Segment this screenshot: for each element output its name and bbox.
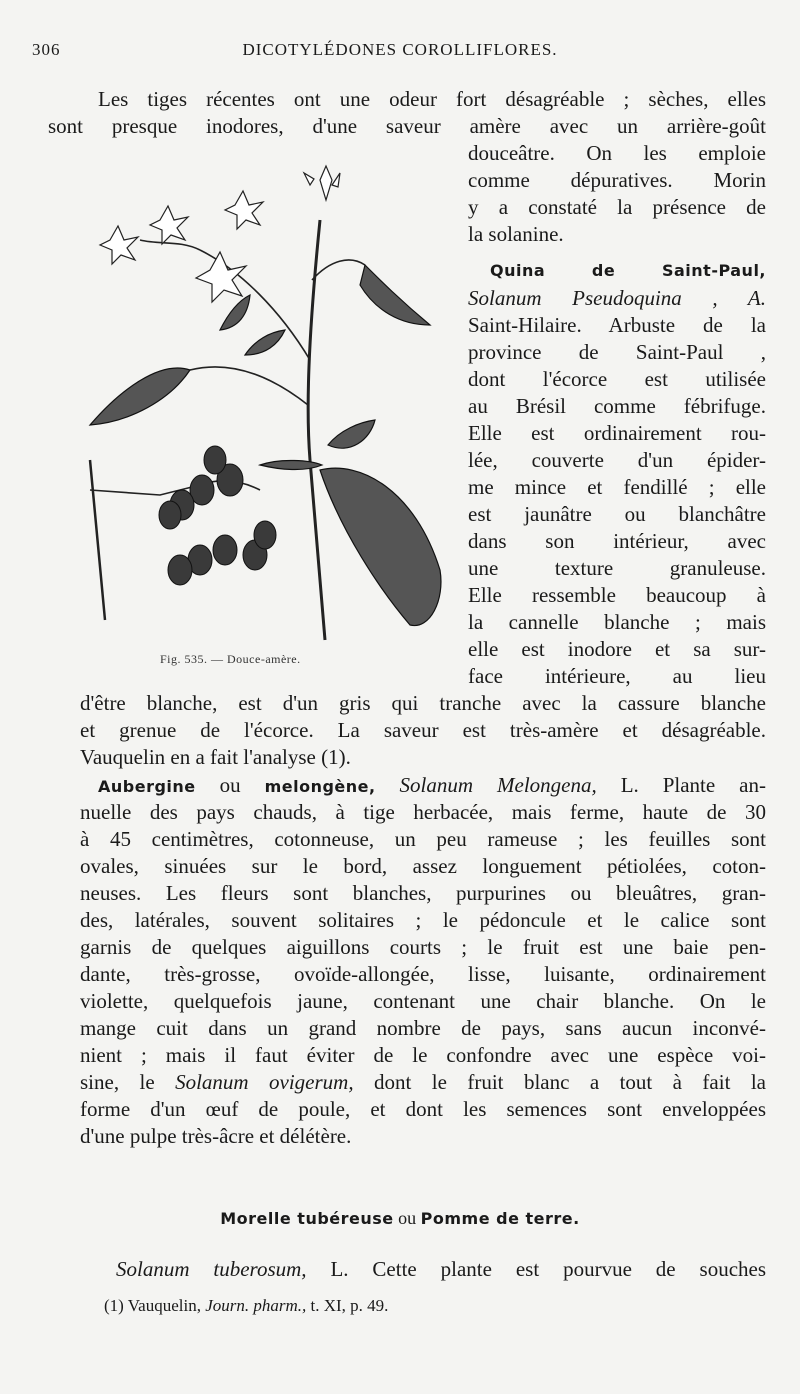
text-line: Elle ressemble beaucoup à xyxy=(468,583,766,607)
large-leaf xyxy=(320,468,441,625)
text-line: une texture granuleuse. xyxy=(468,556,766,580)
text-line xyxy=(80,1069,766,1096)
text-line: lée, couverte d'un épider- xyxy=(468,448,766,472)
text-line: à 45 centimètres, cotonneuse, un peu rameuse ; les feuilles sont xyxy=(80,827,766,851)
text-line: la solanine. xyxy=(468,222,564,246)
text-line xyxy=(116,1256,766,1283)
text-line: comme dépuratives. Morin xyxy=(468,168,766,192)
text-line: sont presque inodores, d'une saveur amère avec un arrière-goût xyxy=(48,114,766,138)
cut-stem xyxy=(90,460,105,620)
text-fragment: sine, le xyxy=(80,1070,176,1094)
text-line: douceâtre. On les emploie xyxy=(468,141,766,165)
leaf xyxy=(328,420,375,448)
text-line: mange cuit dans un grand nombre de pays, sans aucun inconvé- xyxy=(80,1016,766,1040)
text-line: d'être blanche, est d'un gris qui tranche avec la cassure blanche xyxy=(80,691,766,715)
text-line: neuses. Les fleurs sont blanches, purpurines ou bleuâtres, gran- xyxy=(80,881,766,905)
leaf xyxy=(90,368,190,425)
text-line: Saint-Hilaire. Arbuste de la xyxy=(468,313,766,337)
aubergine-title: Aubergine xyxy=(98,777,196,796)
flower xyxy=(225,191,263,229)
section-title-part: Pomme de terre. xyxy=(420,1209,580,1228)
leaf xyxy=(360,265,430,325)
text-line: elle est inodore et sa sur- xyxy=(468,637,766,661)
footnote xyxy=(104,1296,388,1316)
quina-title: Quina de Saint-Paul, xyxy=(490,261,766,280)
text-line: garnis de quelques aiguillons courts ; le fruit est une baie pen- xyxy=(80,935,766,959)
footnote-journal: Journ. pharm., xyxy=(205,1296,307,1315)
flower xyxy=(150,206,188,244)
douce-amere-illustration xyxy=(70,160,455,660)
text-line: Elle est ordinairement rou- xyxy=(468,421,766,445)
flower xyxy=(100,226,138,264)
flower-bud xyxy=(332,173,340,187)
main-stem xyxy=(308,220,325,640)
text-line: Solanum Pseudoquina , A. xyxy=(468,286,766,310)
footnote-mark: (1) xyxy=(104,1296,128,1315)
page-number: 306 xyxy=(32,40,61,59)
text-line: la cannelle blanche ; mais xyxy=(468,610,766,634)
conjunction: ou xyxy=(393,1208,421,1228)
melongene-title: melongène, xyxy=(264,777,376,796)
text-line: face intérieure, au lieu xyxy=(468,664,766,688)
section-title-part: Morelle tubéreuse xyxy=(220,1209,394,1228)
text-line: d'une pulpe très-âcre et délétère. xyxy=(80,1124,352,1148)
text-line: est jaunâtre ou blanchâtre xyxy=(468,502,766,526)
text-line: au Brésil comme fébrifuge. xyxy=(468,394,766,418)
text-line: dante, très-grosse, ovoïde-allongée, lisse, luisante, ordinairement xyxy=(80,962,766,986)
text-line: et grenue de l'écorce. La saveur est très-amère et désagréable. xyxy=(80,718,766,742)
text-line: des, latérales, souvent solitaires ; le pédoncule et le calice sont xyxy=(80,908,766,932)
berry xyxy=(254,521,276,549)
heading-rest: L. Plante an- xyxy=(596,773,766,797)
leaf-branch xyxy=(312,260,365,280)
text-line: dans son intérieur, avec xyxy=(468,529,766,553)
text-line: nient ; mais il faut éviter de le confondre avec une espèce voi- xyxy=(80,1043,766,1067)
latin-name: Solanum ovigerum, xyxy=(175,1070,354,1094)
text-line: ovales, sinuées sur le bord, assez longuement pétiolées, coton- xyxy=(80,854,766,878)
latin-name: Solanum Melongena, xyxy=(375,773,597,797)
text-line: y a constaté la présence de xyxy=(468,195,766,219)
berry xyxy=(204,446,226,474)
text-line: violette, quelquefois jaune, contenant une chair blanche. On le xyxy=(80,989,766,1013)
running-title: DICOTYLÉDONES COROLLIFLORES. xyxy=(242,40,558,59)
latin-name: Solanum tuberosum, xyxy=(116,1257,307,1281)
berry xyxy=(159,501,181,529)
leaf xyxy=(260,460,322,469)
quina-heading xyxy=(490,256,766,284)
flower-bud xyxy=(304,173,314,185)
text-line: me mince et fendillé ; elle xyxy=(468,475,766,499)
text-line: province de Saint-Paul , xyxy=(468,340,766,364)
flower-bud xyxy=(320,166,332,200)
section-title xyxy=(0,1208,800,1229)
flower-branch xyxy=(140,240,200,250)
leaf-branch xyxy=(190,367,308,405)
page-header xyxy=(32,40,768,70)
text-fragment: dont le fruit blanc a tout à fait la xyxy=(353,1070,766,1094)
text-line: forme d'un œuf de poule, et dont les semences sont enveloppées xyxy=(80,1097,766,1121)
text-line: Les tiges récentes ont une odeur fort désagréable ; sèches, elles xyxy=(98,87,766,111)
text-line: Vauquelin en a fait l'analyse (1). xyxy=(80,745,351,769)
leaf xyxy=(220,295,250,330)
text-line: nuelle des pays chauds, à tige herbacée, mais ferme, haute de 30 xyxy=(80,800,766,824)
figure-caption: Fig. 535. — Douce-amère. xyxy=(160,652,301,666)
text-line: dont l'écorce est utilisée xyxy=(468,367,766,391)
aubergine-heading xyxy=(98,772,766,800)
leaf xyxy=(245,330,285,355)
flower xyxy=(196,252,246,302)
footnote-author: Vauquelin, xyxy=(127,1296,206,1315)
berry xyxy=(168,555,192,585)
text-fragment: L. Cette plante est pourvue de souches xyxy=(306,1257,767,1281)
conjunction: ou xyxy=(195,773,265,797)
berry xyxy=(213,535,237,565)
footnote-ref: t. XI, p. 49. xyxy=(306,1296,389,1315)
